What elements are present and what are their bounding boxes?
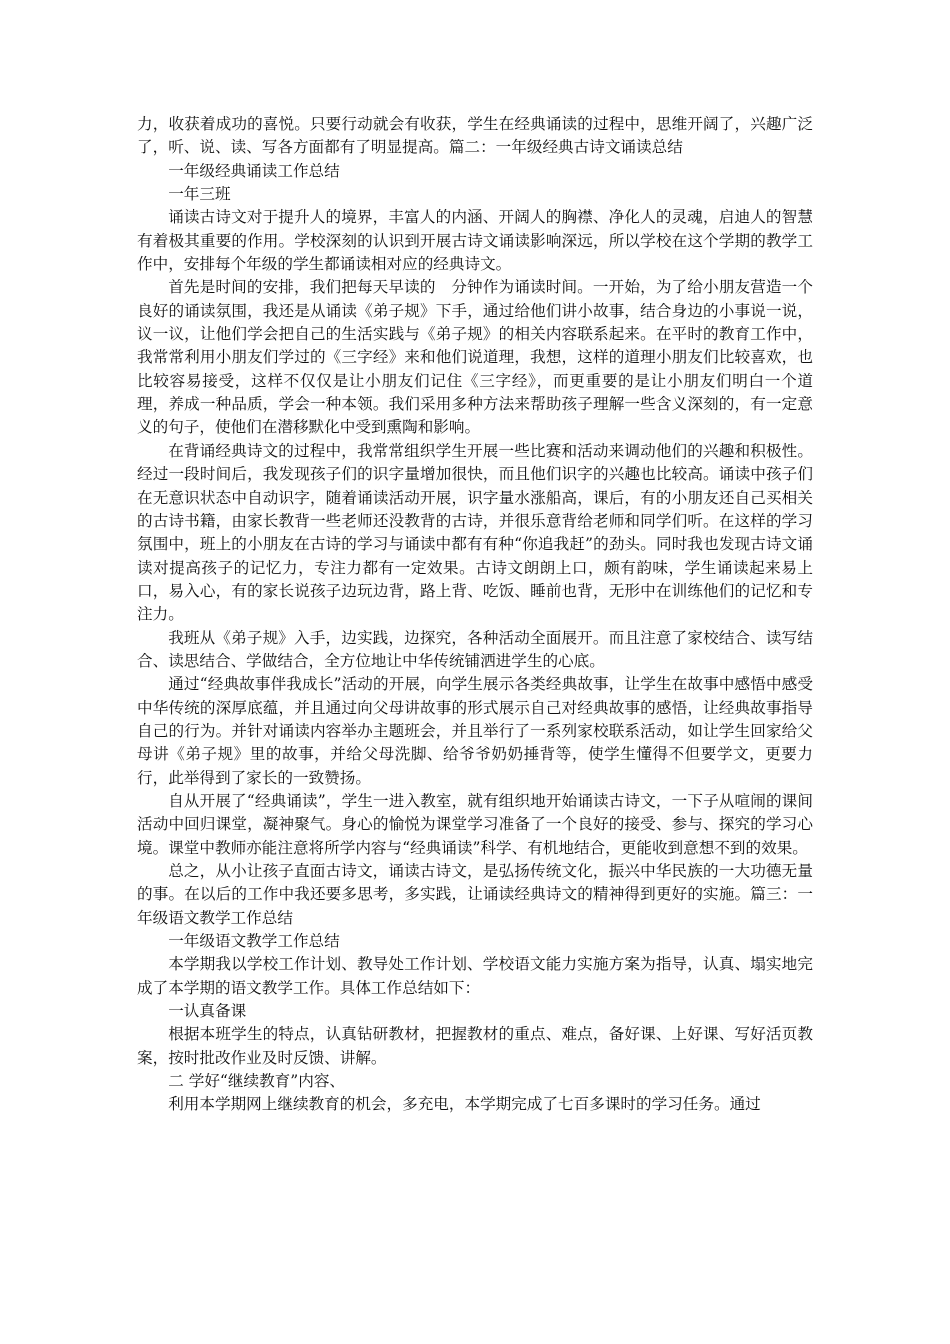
paragraph: 诵读古诗文对于提升人的境界，丰富人的内涵、开阔人的胸襟、净化人的灵魂，启迪人的智慧有着极其重要的作用。学校深刻的认识到开展古诗文诵读影响深远，所以学校在这个学期的教学工作中，安排每个年级的学生都诵读相对应的经典诗文。: [137, 208, 813, 274]
paragraph: 自从开展了“经典诵读”，学生一进入教室，就有组织地开始诵读古诗文，一下子从喧闹的课间活动中回归课堂，凝神聚气。身心的愉悦为课堂学习准备了一个良好的接受、参与、探究的学习心境。课堂中教师亦能注意将所学内容与“经典诵读”科学、有机地结合，更能收到意想不到的效果。: [137, 791, 813, 857]
paragraph: 通过“经典故事伴我成长”活动的开展，向学生展示各类经典故事，让学生在故事中感悟中感受中华传统的深厚底蕴，并且通过向父母讲故事的形式展示自己对经典故事的感悟，让经典故事指导自己的行为。并针对诵读内容举办主题班会，并且举行了一系列家校联系活动，如让学生回家给父母讲《弟子规》里的故事，并给父母洗脚、给爷爷奶奶捶背等，使学生懂得不但要学文，更要力行，此举得到了家长的一致赞扬。: [137, 675, 813, 787]
paragraph: 利用本学期网上继续教育的机会，多充电，本学期完成了七百多课时的学习任务。通过: [168, 1095, 761, 1114]
paragraph: 根据本班学生的特点，认真钻研教材，把握教材的重点、难点，备好课、上好课、写好活页教案，按时批改作业及时反馈、讲解。: [137, 1025, 813, 1067]
section-title: 一年级经典诵读工作总结: [168, 161, 340, 180]
paragraph: 我班从《弟子规》入手，边实践，边探究，各种活动全面展开。而且注意了家校结合、读写结合、读思结合、学做结合，全方位地让中华传统铺洒进学生的心底。: [137, 628, 813, 670]
class-name: 一年三班: [168, 185, 231, 204]
paragraph: 首先是时间的安排，我们把每天早读的 分钟作为诵读时间。一开始，为了给小朋友营造一个良好的诵读氛围，我还是从诵读《弟子规》下手，通过给他们讲小故事，结合身边的小事说一说，议一议，让他们学会把自己的生活实践与《弟子规》的相关内容联系起来。在平时的教育工作中，我常常利用小朋友们学过的《三字经》来和他们说道理，我想，这样的道理小朋友们比较喜欢，也比较容易接受，这样不仅仅是让小朋友们记住《三字经》，而更重要的是让小朋友们明白一个道理，养成一种品质，学会一种本领。我们采用多种方法来帮助孩子理解一些含义深刻的，有一定意义的句子，使他们在潜移默化中受到熏陶和影响。: [137, 278, 813, 437]
subheading: 一认真备课: [168, 1002, 247, 1021]
paragraph: 总之，从小让孩子直面古诗文，诵读古诗文，是弘扬传统文化，振兴中华民族的一大功德无量的事。在以后的工作中我还要多思考，多实践，让诵读经典诗文的精神得到更好的实施。篇三：一年级语文教学工作总结: [137, 862, 813, 927]
paragraph: 力，收获着成功的喜悦。只要行动就会有收获，学生在经典诵读的过程中，思维开阔了，兴趣广泛了，听、说、读、写各方面都有了明显提高。篇二：一年级经典古诗文诵读总结: [137, 115, 813, 157]
document-page: [137, 113, 813, 1117]
paragraph: 在背诵经典诗文的过程中，我常常组织学生开展一些比赛和活动来调动他们的兴趣和积极性。经过一段时间后，我发现孩子们的识字量增加很快，而且他们识字的兴趣也比较高。诵读中孩子们在无意识状态中自动识字，随着诵读活动开展，识字量水涨船高，课后，有的小朋友还自己买相关的古诗书籍，由家长教背一些老师还没教背的古诗，并很乐意背给老师和同学们听。在这样的学习氛围中，班上的小朋友在古诗的学习与诵读中都有有种“你追我赶”的劲头。同时我也发现古诗文诵读对提高孩子的记忆力，专注力都有一定效果。古诗文朗朗上口，颇有韵味，学生诵读起来易上口，易入心，有的家长说孩子边玩边背，路上背、吃饭、睡前也背，无形中在训练他们的记忆和专注力。: [137, 441, 813, 624]
section-title: 一年级语文教学工作总结: [168, 932, 340, 951]
subheading: 二 学好“继续教育”内容、: [168, 1072, 346, 1091]
paragraph: 本学期我以学校工作计划、教导处工作计划、学校语文能力实施方案为指导，认真、塌实地完成了本学期的语文教学工作。具体工作总结如下：: [137, 955, 813, 997]
